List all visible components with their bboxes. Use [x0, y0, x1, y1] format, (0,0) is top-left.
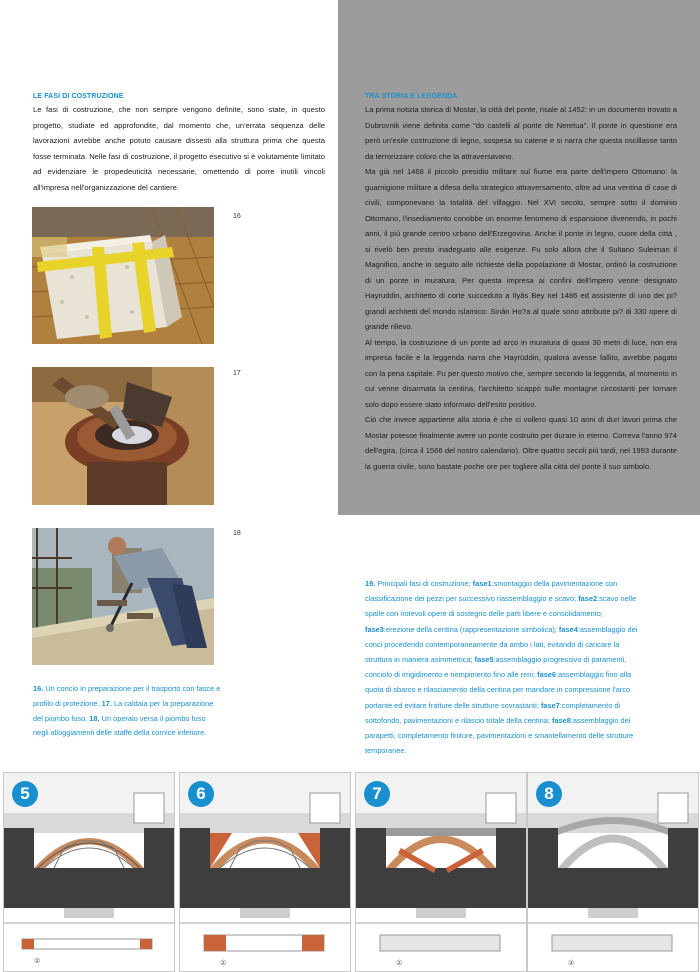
caption-text: Un operaio versa il piombo fuso negli alloggiamenti delle staffe della cornice inferiore. — [33, 713, 207, 738]
phase-badge: 8 — [536, 781, 562, 807]
history-paragraph: Ma già nel 1468 il piccolo presidio militare sul fiume era parte dell'impero Ottomano: la guarnigione militare a difesa dello strategico attraversamento, oltre ad una ventina di case di civili, componevano la totalità del villaggio. Nel XVI secolo, sempre sotto il dominio Ottomano, l'insediamento conobbe un enorme fenomeno di espansione divenendo, in pochi anni, il più grande centro urbano dell'Erzegovina. Anche il ponte in legno, cuore della città , si rivelò ben presto inadeguato alle esigenze. Fu solo allora che il Sultano Suleiman il Magnifico, anche in seguito alle richieste della popolazione di Mostar, ordinò la costruzione di un ponte in muratura. Per questa impresa ai confini dell'impero venne designato Hayruddin, architetto di corte succeduto a Ilyâs Bey nel 1486 ed assistente di uno dei pi? grandi architetti del mondo islamico: Sinân Ho?a al quale sono attribuite pi? di 330 opere di grande rilievo. — [365, 167, 677, 331]
caption-text: :smontaggio della pavimentazione con classificazione dei pezzi per successivo riassemblaggio e scavo; — [365, 579, 618, 604]
caption-number: 17. — [101, 698, 112, 708]
caption-text: Principali fasi di costruzione; — [375, 579, 473, 588]
caption-text: :erezione della centina (rappresentazione simbolica); — [383, 624, 559, 634]
construction-phases-heading: LE FASI DI COSTRUZIONE — [33, 93, 124, 100]
caption-text: Un concio in preparazione per il trasporto con fasce e profilo di protezione. — [33, 684, 221, 708]
caption-text: :scavo nelle spalle con notevoli opere di sostegno delle parti libere e consolidamento; — [365, 594, 637, 619]
phase-label: fase6 — [537, 670, 557, 680]
caption-text: :assemblaggio dei conci procedendo contemporaneamente da ambo i lati, evitando di caricare la struttura in maniera asimmetrica; — [365, 624, 638, 665]
phase-label: fase3 — [365, 624, 384, 634]
phase-label: fase4 — [558, 624, 578, 634]
phase-label: fase2 — [578, 594, 598, 604]
history-paragraph: La prima notizia storica di Mostar, la città del ponte, risale al 1452: in un documento trovato a Dubrovnik viene definita come "do castelli al ponte de Neretua". Il ponte in questione era però un'esile costruzione di legno, sospesa su catene e si narra che questa oscillasse tanto da terrorizzare coloro che la attraversavano. — [365, 105, 677, 161]
construction-phases-text: Le fasi di costruzione, che non sempre vengono definite, sono state, in questo progetto, studiate ed approfondite, dal momento che, un'errata sequenza delle lavorazioni avrebbe anche potuto causare dissesti alla struttura prima che questa fosse terminata. Nelle fasi di costruzione, il progetto esecutivo si è volutamente limitato ad evidenziare le propedeuticità necessarie, omettendo di porre inutili vincoli all'impresa nell'organizzazione del cantiere. — [33, 105, 325, 192]
caption-text: :assemblaggio fino alla quota di sbarco e rilasciamento della centina per mandare in compressione l'arco portante ed evitare fratture delle strutture sovrastanti; — [365, 670, 632, 710]
photo-stone-block — [32, 207, 214, 344]
phase-label: fase5 — [474, 655, 494, 665]
history-text — [365, 102, 677, 474]
dimension-marker: ② — [220, 959, 227, 967]
dimension-marker: ② — [568, 959, 575, 967]
phase-badge: 7 — [364, 781, 390, 807]
caption-number: 19. — [365, 579, 376, 588]
caption-text: :assemblaggio dei parapetti, completamento finiture, pavimentazioni e smantellamento delle strutture temporanee. — [365, 715, 634, 756]
phase-8-diagram — [527, 772, 699, 972]
figure-number-18: 18 — [233, 530, 241, 537]
photo-captions — [33, 682, 221, 741]
phase-label: fase7 — [540, 700, 560, 710]
history-heading: TRA STORIA E LEGGENDA — [365, 93, 458, 100]
phase-7-diagram — [355, 772, 527, 972]
figure-number-16: 16 — [233, 213, 241, 220]
history-paragraph: Ciò che invece appartiene alla storia è che ci vollero quasi 10 anni di duri lavori prima che Mostar potesse finalmente avere un ponte costruito per durare in eterno. Correva l'anno 974 dell'egira, (circa il 1566 del nostro calendario). Oltre quattro secoli più tardi, nel 1993 durante la guerra civile, sono bastate poche ore per togliere alla città del ponte il suo simbolo. — [365, 415, 677, 471]
photo-lead-boiler — [32, 367, 214, 505]
phase-5-diagram — [3, 772, 175, 972]
caption-text: :completamento di sottofondo, pavimentazioni e rilascio totale della centina; — [365, 700, 621, 725]
caption-text: La caldaia per la preparazione del piombo fuso. — [33, 698, 214, 723]
phase-badge: 6 — [188, 781, 214, 807]
caption-number: 16. — [33, 684, 44, 693]
phase-6-diagram — [179, 772, 351, 972]
caption-text: :assemblaggio progressivo di paramenti, conciolo di irrigidimento e riempimento fino alle reni; — [365, 655, 627, 680]
caption-number: 18. — [89, 713, 100, 723]
dimension-marker: ② — [396, 959, 403, 967]
phase-badge: 5 — [12, 781, 38, 807]
photo-worker-pouring — [32, 528, 214, 665]
figure-number-17: 17 — [233, 370, 241, 377]
phases-caption — [365, 576, 648, 758]
phase-label: fase8 — [551, 715, 571, 725]
dimension-marker: ② — [34, 957, 41, 965]
phase-label: fase1 — [472, 579, 492, 588]
history-paragraph: Al tempo, la costruzione di un ponte ad arco in muratura di quasi 30 metri di luce, non era impresa facile e la leggenda narra che Hayrüddin, qualora avesse fallito, avrebbe pagato con la pena capitale. Fu per questo motivo che, sempre secondo la leggenda, al momento in cui venne disarmata la centina, l'architetto scappò sulle montagne circostanti per tornare solo dopo essere stato informato dell'esito positivo. — [365, 337, 677, 409]
